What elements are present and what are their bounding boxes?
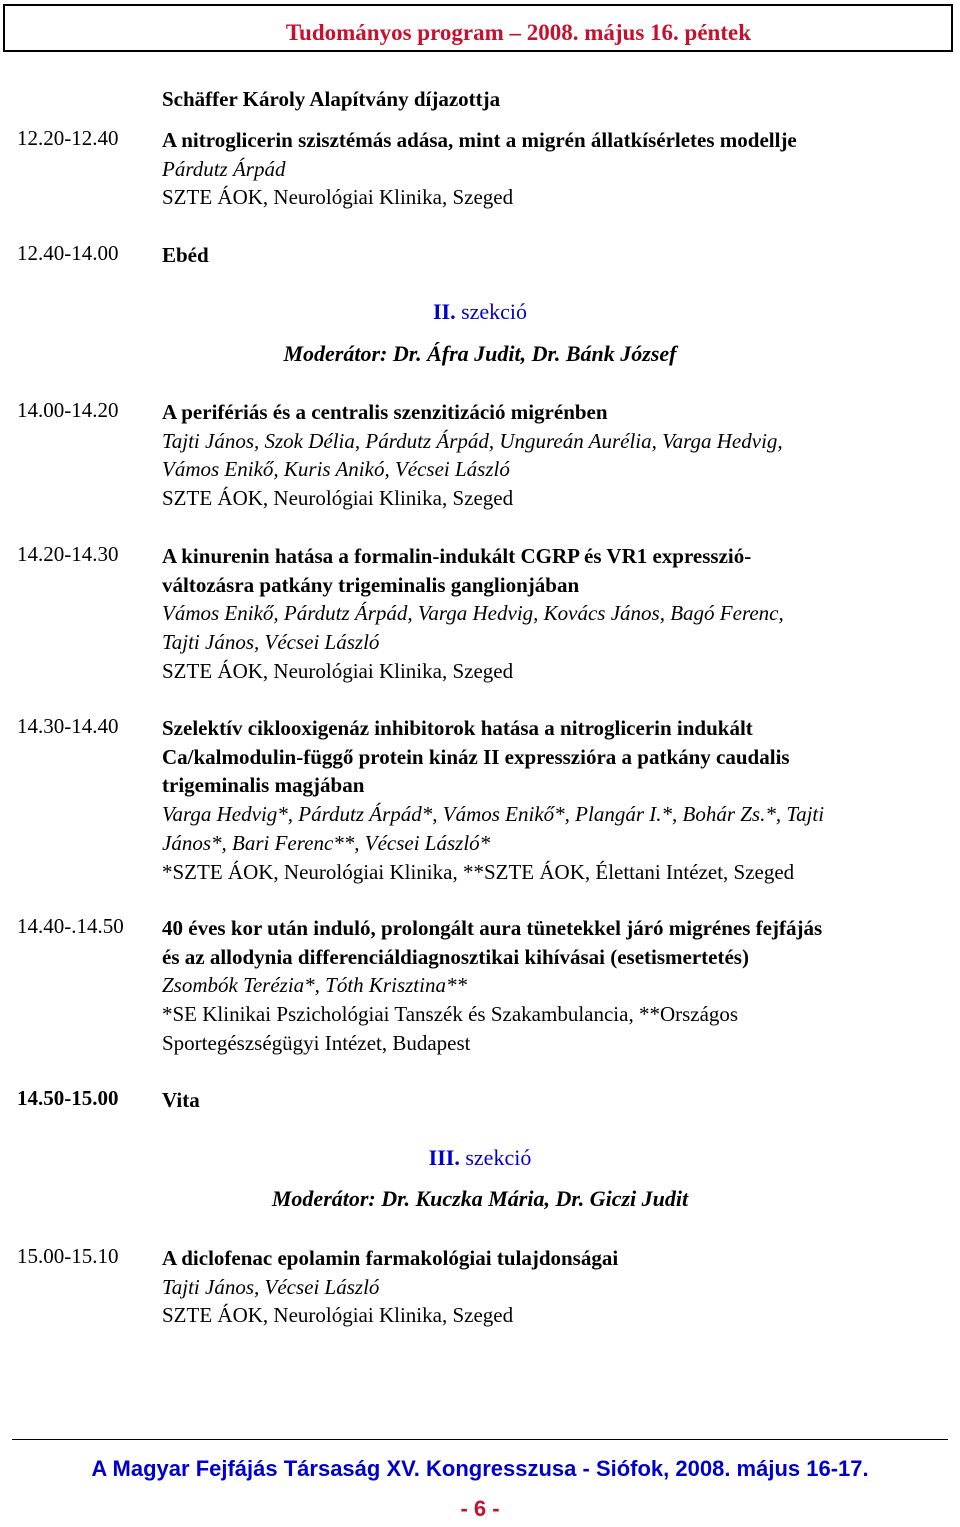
section-title: [0, 299, 960, 325]
footer-rule: [12, 1439, 948, 1440]
entry-authors: Tajti János, Szok Délia, Párdutz Árpád, Ungureán Aurélia, Varga Hedvig,: [162, 428, 783, 453]
entry-affiliation: *SE Klinikai Pszichológiai Tanszék és Szakambulancia, **Országos: [162, 1002, 739, 1027]
entry-title: A kinurenin hatása a formalin-indukált CGRP és VR1 expresszió-: [162, 544, 752, 568]
entry-time: 14.40-.14.50: [17, 914, 124, 938]
entry-authors: Párdutz Árpád: [162, 156, 286, 181]
header-box: [3, 4, 953, 52]
entry-authors: Tajti János, Vécsei László: [162, 1274, 380, 1299]
entry-body: [162, 398, 932, 513]
entry-body: [162, 1086, 932, 1115]
entry-affiliation: SZTE ÁOK, Neurológiai Klinika, Szeged: [162, 1303, 514, 1328]
entry-time: 12.20-12.40: [17, 126, 119, 150]
entry-time: 14.20-14.30: [17, 542, 119, 566]
section-moderator: Moderátor: Dr. Áfra Judit, Dr. Bánk József: [283, 341, 677, 366]
section-moderator: Moderátor: Dr. Kuczka Mária, Dr. Giczi Judit: [271, 1186, 689, 1211]
entry-authors: Vámos Enikő, Párdutz Árpád, Varga Hedvig, Kovács János, Bagó Ferenc,: [162, 601, 784, 626]
entry-affiliation: Sportegészségügyi Intézet, Budapest: [162, 1030, 471, 1055]
entry-time: 14.00-14.20: [17, 398, 119, 422]
entry-authors: Tajti János, Vécsei László: [162, 630, 380, 655]
entry-body: [162, 241, 932, 270]
section-label: szekció: [461, 299, 528, 324]
entry-title: A perifériás és a centralis szenzitizáció migrénben: [162, 400, 608, 424]
award-block: [162, 85, 932, 114]
entry-time: 14.30-14.40: [17, 714, 119, 738]
entry-title: A diclofenac epolamin farmakológiai tulajdonságai: [162, 1246, 619, 1270]
section-roman-numeral: II.: [432, 299, 456, 324]
entry-body: [162, 714, 932, 886]
section-title: [0, 1145, 960, 1171]
section-moderator-block: [0, 341, 960, 367]
entry-time: 14.50-15.00: [17, 1086, 119, 1110]
entry-body: [162, 914, 932, 1058]
footer-conference-title: A Magyar Fejfájás Társaság XV. Kongresszusa - Siófok, 2008. május 16-17.: [91, 1456, 869, 1481]
entry-time: 12.40-14.00: [17, 241, 119, 265]
entry-title: A nitroglicerin szisztémás adása, mint a migrén állatkísérletes modellje: [162, 128, 797, 152]
section-moderator-block: [0, 1186, 960, 1212]
entry-title: és az allodynia differenciáldiagnosztikai kihívásai (esetismertetés): [162, 944, 749, 969]
entry-authors: Zsombók Terézia*, Tóth Krisztina**: [162, 973, 467, 998]
entry-affiliation: SZTE ÁOK, Neurológiai Klinika, Szeged: [162, 486, 514, 511]
entry-title: változásra patkány trigeminalis ganglionjában: [162, 572, 580, 597]
entry-affiliation: SZTE ÁOK, Neurológiai Klinika, Szeged: [162, 185, 514, 210]
entry-body: [162, 126, 932, 212]
award-label: Schäffer Károly Alapítvány díjazottja: [162, 87, 501, 111]
entry-title: Szelektív ciklooxigenáz inhibitorok hatása a nitroglicerin indukált: [162, 716, 753, 740]
page-number: - 6 -: [460, 1496, 500, 1521]
entry-time: 15.00-15.10: [17, 1244, 119, 1268]
entry-authors: János*, Bari Ferenc**, Vécsei László*: [162, 830, 491, 855]
entry-authors: Vámos Enikő, Kuris Anikó, Vécsei László: [162, 457, 510, 482]
entry-body: [162, 542, 932, 686]
entry-affiliation: *SZTE ÁOK, Neurológiai Klinika, **SZTE ÁOK, Élettani Intézet, Szeged: [162, 859, 795, 884]
section-heading: [0, 299, 960, 325]
entry-title: Ebéd: [162, 243, 209, 267]
entry-title: Ca/kalmodulin-függő protein kináz II expresszióra a patkány caudalis: [162, 744, 790, 769]
entry-affiliation: SZTE ÁOK, Neurológiai Klinika, Szeged: [162, 658, 514, 683]
entry-authors: Varga Hedvig*, Párdutz Árpád*, Vámos Enikő*, Plangár I.*, Bohár Zs.*, Tajti: [162, 802, 825, 827]
section-roman-numeral: III.: [428, 1145, 460, 1170]
entry-title: Vita: [162, 1088, 200, 1112]
entry-title: trigeminalis magjában: [162, 773, 365, 798]
entry-body: [162, 1244, 932, 1330]
section-heading: [0, 1145, 960, 1171]
page-header-title: Tudományos program – 2008. május 16. péntek: [285, 20, 751, 45]
section-label: szekció: [465, 1145, 532, 1170]
entry-title: 40 éves kor után induló, prolongált aura tünetekkel járó migrénes fejfájás: [162, 916, 823, 940]
